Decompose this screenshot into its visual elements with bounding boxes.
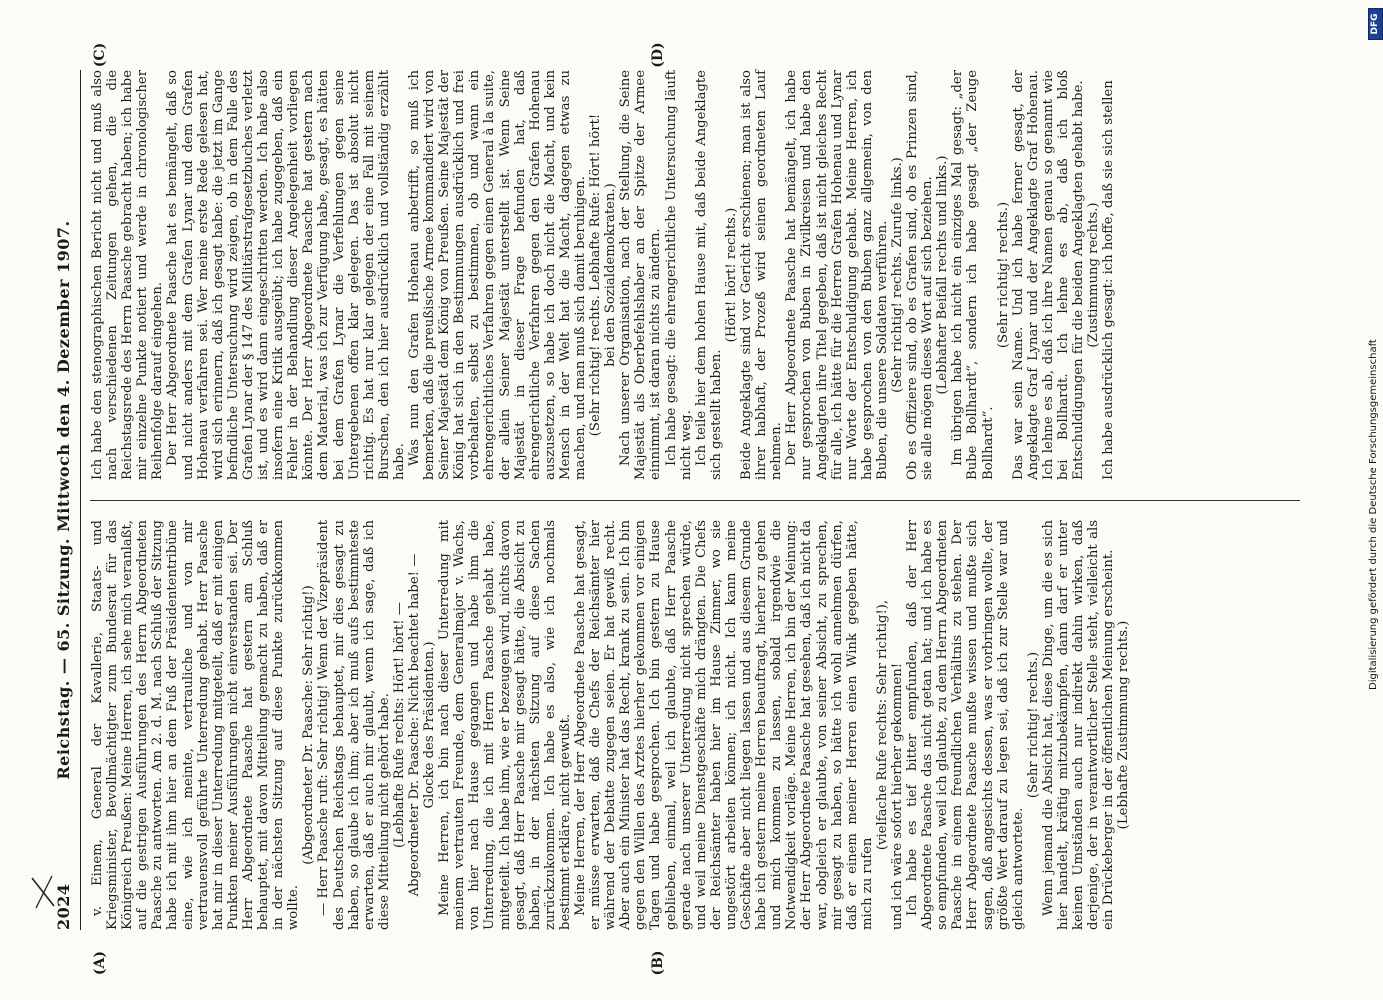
margin-mark-d: (D) xyxy=(650,42,666,68)
paragraph: Ich habe den stenographischen Bericht nicht und muß also nach verschiedenen Zeitungen gehen, die die Reichstagsrede des Herrn Paasche gebracht haben; ich habe mir einzelne Punkte notiert und werde in chronologischer Reihenfolge darauf eingehen. xyxy=(90,70,166,480)
dfg-credit-strip xyxy=(1366,40,1382,690)
rotated-document-sheet xyxy=(50,42,1340,976)
paragraph: und ich wäre sofort hierher gekommen! xyxy=(889,662,905,930)
paragraph: (Zustimmung rechts.) xyxy=(1086,202,1102,348)
paragraph: Ich habe ausdrücklich gesagt: ich hoffe, daß sie sich stellen xyxy=(1101,80,1117,480)
dfg-credit-text: Digitalisierung gefördert durch die Deutsche Forschungsgemeinschaft xyxy=(1368,339,1379,690)
paragraph: Abgeordneter Dr. Paasche: Nicht beachtet habe! — xyxy=(406,553,422,897)
page-number: 2024 xyxy=(54,883,73,930)
margin-mark-c: (C) xyxy=(92,42,108,68)
paragraph: Im übrigen habe ich nicht ein einziges Mal gesagt: „der Bube Bollhardt“, sondern ich habe gesagt „der Zeuge Bollhardt“. xyxy=(950,70,996,480)
paragraph: Der Herr Abgeordnete Paasche hat bemängelt, ich habe nur gesprochen von Buben in Zivilkreisen und habe den Angeklagten ihre Titel gegeben, daß ist nicht gleiches Recht für alle, ich hätte für die Herren Grafen Hohenau und Lynar nur Worte der Entschuldigung gehabt. Meine Herren, ich habe gesprochen von den Buben ganz allgemein, von den Buben, die unsere Soldaten verführen. xyxy=(784,70,890,480)
paragraph: Beide Angeklagte sind vor Gericht erschienen; man ist also ihrer habhaft, der Prozeß wird seinen geordneten Lauf nehmen. xyxy=(739,70,785,480)
running-title: Reichstag. — 65. Sitzung. Mittwoch den 4. Dezember 1907. xyxy=(54,220,73,780)
paragraph: v. Einem, General der Kavallerie, Staats- und Kriegsminister, Bevollmächtigter zum Bundesrat für das Königreich Preußen: Meine Herren, ich sehe mich veranlaßt, auf die gestrigen Ausführungen des Herrn Abgeordneten Paasche zu antworten. Am 2. d. M. nach Schluß der Sitzung habe ich mit ihm hier an dem Fuß der Präsidententribüne eine, wie ich meinte, vertrauliche und von mir vertrauensvoll geführte Unterredung gehabt. Herr Paasche hat mir in dieser Unterredung mitgeteilt, daß er mit einigen Punkten meiner Ausführungen nicht einverstanden sei. Der Herr Abgeordnete Paasche hat gestern am Schluß behauptet, mit davon Mitteilung gemacht zu haben, daß er in der nächsten Sitzung auf diese Punkte zurückkommen wollte. xyxy=(90,520,302,930)
pen-strike-mark xyxy=(30,872,58,912)
paragraph: Ob es Offiziere sind, ob es Grafen sind, ob es Prinzen sind, sie alle mögen dieses Wort auf sich beziehen. xyxy=(905,70,936,480)
page-header xyxy=(50,70,78,930)
paragraph: (Sehr richtig! rechts. Lebhafte Rufe: Hört! hört! xyxy=(588,113,604,437)
right-column xyxy=(90,70,1116,480)
margin-mark-b: (B) xyxy=(650,950,666,976)
paragraph: Ich habe es tief bitter empfunden, daß der Herr Abgeordnete Paasche das nicht getan hat; und ich habe es so empfunden, weil ich glaubte, zu dem Herrn Abgeordneten Paasche in einem freundlichen Verhältnis zu stehen. Der Herr Abgeordnete Paasche mußte wissen und mußte sich sagen, daß angesichts dessen, was er vorbringen wollte, der größte Wert darauf zu legen sei, daß ich zur Stelle war und gleich antwortete. xyxy=(905,520,1026,930)
paragraph: Der Herr Abgeordnete Paasche hat es bemängelt, daß so und nicht anders mit dem Grafen Lynar und dem Grafen Hohenau verfahren sei. Wer meine erste Rede gelesen hat, wird sich erinnern, daß ich gesagt habe: die jetzt im Gange befindliche Untersuchung wird zeigen, ob in dem Falle des Grafen Lynar der § 147 des Militärstrafgesetzbuches verletzt ist, und es wird dann eingeschritten werden. Ich habe also insofern eine Kritik ausgeübt; ich habe zugegeben, daß ein Fehler in der Behandlung dieser Angelegenheit vorliegen könnte. Der Herr Abgeordnete Paasche hat gestern nach dem Material, was ich zur Verfügung habe, gesagt, es hätten bei dem Grafen Lynar die Verfehlungen gegen seine Untergebenen offen klar gelegen. Das ist absolut nicht richtig. Es hat nur klar gelegen der eine Fall mit seinem Burschen, den ich hier ausdrücklich und vollständig erzählt habe. xyxy=(165,70,407,480)
paragraph: Nach unserer Organisation, nach der Stellung, die Seine Majestät als Oberbefehlshaber an der Spitze der Armee einnimmt, ist daran nichts zu ändern. xyxy=(618,70,664,480)
paragraph: (Hört! hört! rechts.) xyxy=(723,207,739,343)
paragraph: (vielfache Rufe rechts: Sehr richtig!), xyxy=(874,599,890,851)
paragraph: bei den Sozialdemokraten.) xyxy=(603,183,619,367)
paragraph: (Sehr richtig! rechts. Zurufe links.) xyxy=(889,157,905,393)
paragraph: (Abgeordneter Dr. Paasche: Sehr richtig!) xyxy=(301,585,317,865)
paragraph: Das war sein Name. Und ich habe ferner gesagt, der Angeklagte Graf Lynar und der Angeklagte Graf Hohenau. Ich lehne es ab, daß ich ihre Namen genau so genannt wie bei Bollhardt. Ich lehne es ab, daß ich bloß Entschuldigungen für die beiden Angeklagten gehabt habe. xyxy=(1010,70,1087,480)
paragraph: Wenn jemand die Absicht hat, diese Dinge, um die es sich hier handelt, kräftig mitzubekämpfen, dann darf er unter keinen Umständen auch nur indirekt dahin wirken, daß derjenige, der in verantwortlicher Stelle steht, vielleicht als ein Drückeberger in der öffentlichen Meinung erscheint. xyxy=(1040,520,1117,930)
paragraph: (Lebhafte Zustimmung rechts.) xyxy=(1116,620,1132,830)
header-rule xyxy=(80,70,81,930)
paragraph: (Sehr richtig! rechts.) xyxy=(1025,651,1041,799)
paragraph: Ich teile hier dem hohen Hause mit, daß beide Angeklagte sich gestellt haben. xyxy=(693,70,724,480)
paragraph: Meine Herren, der Herr Abgeordnete Paasche hat gesagt, er müsse erwarten, daß die Chefs der Reichsämter hier während der Debatte zugegen seien. Er hat gewiß recht. Aber auch ein Minister hat das Recht, krank zu sein. Ich bin gegen den Willen des Arztes hierher gekommen vor einigen Tagen und habe gesprochen. Ich bin gestern zu Hause geblieben, einmal, weil ich glaubte, daß Herr Paasche gerade nach unserer Unterredung nicht sprechen würde, und weil meine Dienstgeschäfte mich drängten. Die Chefs der Reichsämter haben hier im Hause Zimmer, wo sie ungestört arbeiten können; ich nicht. Ich kann meine Geschäfte aber nicht liegen lassen und aus diesem Grunde habe ich gestern meine Herren beauftragt, hierher zu gehen und mich kommen zu lassen, sobald irgendwie die Notwendigkeit vorläge. Meine Herren, ich bin der Meinung: der Herr Abgeordnete Paasche hat gesehen, daß ich nicht da war, obgleich er glaubte, von seiner Absicht, zu sprechen, mir gesagt zu haben, so hätte ich wohl annehmen dürfen, daß er einem meiner Herren einen Wink gegeben hätte, mich zu rufen xyxy=(573,520,875,930)
margin-mark-a: (A) xyxy=(92,950,108,976)
paragraph: (Sehr richtig! rechts.) xyxy=(995,201,1011,349)
paragraph: Meine Herren, ich bin nach dieser Unterredung mit meinem vertrauten Freunde, dem Generalmajor v. Wachs, von hier nach Hause gegangen und habe ihm die Unterredung, die ich mit Herrn Paasche gehabt habe, mitgeteilt. Ich habe ihm, wie er bezeugen wird, nichts davon gesagt, daß Herr Paasche mir gesagt hätte, die Absicht zu haben, in der nächsten Sitzung auf diese Sachen zurückzukommen. Ich habe es also, wie ich nochmals bestimmt erkläre, nicht gewußt. xyxy=(437,520,573,930)
paragraph: Glocke des Präsidenten.) xyxy=(422,641,438,809)
left-column xyxy=(90,520,1131,930)
paragraph: (Lebhafte Rufe rechts: Hört! hört! — xyxy=(391,602,407,848)
dfg-logo: DFG xyxy=(1368,8,1383,40)
paragraph: Was nun den Grafen Hohenau anbetrifft, so muß ich bemerken, daß die preußische Armee kommandiert wird von Seiner Majestät dem König von Preußen. Seine Majestät der König hat sich in den Bestimmungen ausdrücklich und frei vorbehalten, selbst zu bestimmen, ob und wann ein ehrengerichtliches Verfahren gegen einen General à la suite, der allein Seiner Majestät unterstellt ist. Wenn Seine Majestät in dieser Frage befunden hat, daß ehrengerichtliche Verfahren gegen den Grafen Hohenau auszusetzen, so habe ich doch nicht die Macht, und kein Mensch in der Welt hat die Macht, dagegen etwas zu machen, und man muß sich damit beruhigen. xyxy=(406,70,588,480)
paragraph: (Lebhafter Beifall rechts und links.) xyxy=(935,155,951,395)
paragraph: Ich habe gesagt: die ehrengerichtliche Untersuchung läuft nicht weg. xyxy=(663,70,694,480)
paragraph: — Herr Paasche ruft: Sehr richtig! Wenn der Vizepräsident des Deutschen Reichstags behauptet, mir dies gesagt zu haben, so glaube ich ihm; aber ich muß aufs bestimmteste erwarten, daß er auch mir glaubt, wenn ich sage, daß ich diese Mitteilung nicht gehört habe. xyxy=(316,520,392,930)
column-divider xyxy=(90,500,1300,501)
